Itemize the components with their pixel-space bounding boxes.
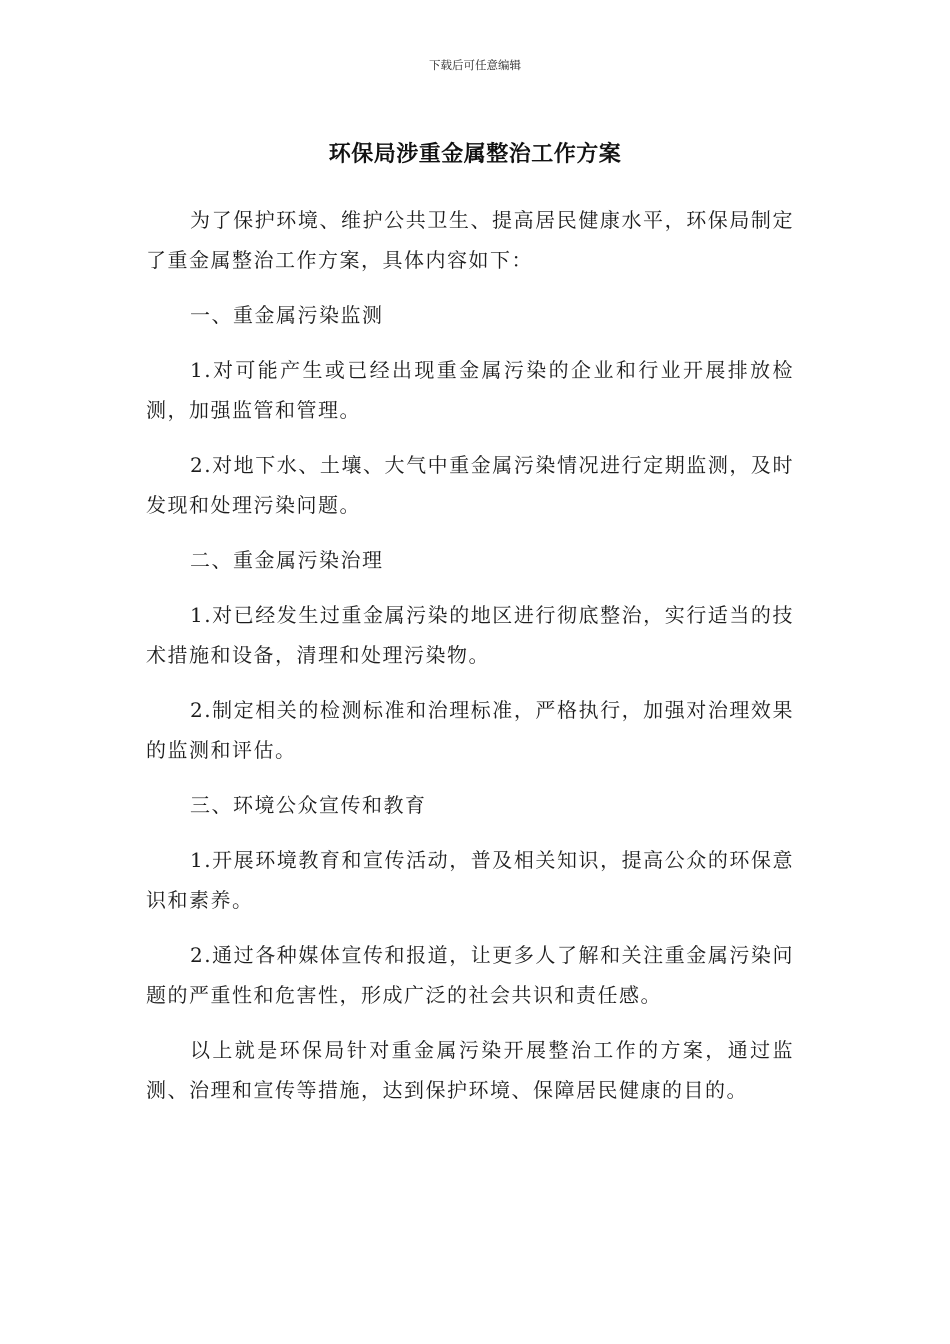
education-item-1: 1.开展环境教育和宣传活动，普及相关知识，提高公众的环保意识和素养。 [146, 848, 794, 912]
section-heading-education: 三、环境公众宣传和教育 [190, 793, 427, 817]
education-item-2: 2.通过各种媒体宣传和报道，让更多人了解和关注重金属污染问题的严重性和危害性，形成广泛的社会共识和责任感。 [146, 943, 794, 1007]
intro-paragraph: 为了保护环境、维护公共卫生、提高居民健康水平，环保局制定了重金属整治工作方案，具体内容如下： [146, 208, 794, 272]
monitoring-item-1: 1.对可能产生或已经出现重金属污染的企业和行业开展排放检测，加强监管和管理。 [146, 358, 794, 422]
document-body [146, 200, 794, 1125]
conclusion-paragraph: 以上就是环保局针对重金属污染开展整治工作的方案，通过监测、治理和宣传等措施，达到保护环境、保障居民健康的目的。 [146, 1038, 794, 1102]
header-note: 下载后可任意编辑 [429, 58, 521, 72]
section-heading-treatment: 二、重金属污染治理 [190, 548, 384, 572]
document-title: 环保局涉重金属整治工作方案 [328, 142, 622, 167]
monitoring-item-2: 2.对地下水、土壤、大气中重金属污染情况进行定期监测，及时发现和处理污染问题。 [146, 453, 794, 517]
section-heading-monitoring: 一、重金属污染监测 [190, 303, 384, 327]
treatment-item-1: 1.对已经发生过重金属污染的地区进行彻底整治，实行适当的技术措施和设备，清理和处理污染物。 [146, 603, 794, 667]
treatment-item-2: 2.制定相关的检测标准和治理标准，严格执行，加强对治理效果的监测和评估。 [146, 698, 794, 762]
